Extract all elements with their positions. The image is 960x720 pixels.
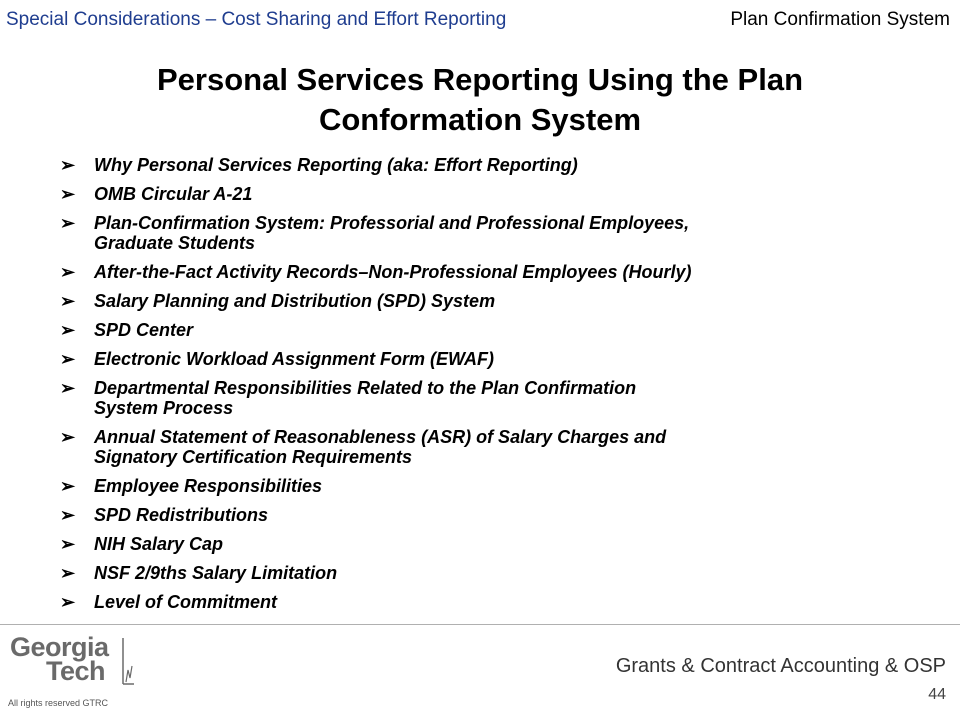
- bullet-text: Level of Commitment: [94, 592, 278, 612]
- bullet-item: [60, 505, 930, 525]
- arrow-bullet-icon: ➢: [60, 592, 76, 612]
- footer-divider: [0, 624, 960, 625]
- bullet-item: [60, 184, 930, 204]
- arrow-bullet-icon: ➢: [60, 349, 76, 369]
- bullet-text: Salary Planning and Distribution (SPD) System: [94, 291, 496, 311]
- footer-org-name: Grants & Contract Accounting & OSP: [615, 655, 946, 677]
- bullet-text: Employee Responsibilities: [94, 476, 323, 496]
- arrow-bullet-icon: ➢: [60, 534, 76, 554]
- bullet-item: [60, 592, 930, 612]
- bullet-text: OMB Circular A-21: [94, 184, 253, 204]
- bullet-text: Electronic Workload Assignment Form (EWAF): [94, 349, 495, 369]
- footer-rights: All rights reserved GTRC: [8, 698, 109, 708]
- bullet-text-continued: Graduate Students: [94, 233, 256, 253]
- slide-title: [40, 60, 920, 140]
- arrow-bullet-icon: ➢: [60, 213, 76, 233]
- bullet-item: [60, 378, 930, 418]
- slide-header: [0, 0, 960, 40]
- arrow-bullet-icon: ➢: [60, 378, 76, 398]
- bullet-text: NSF 2/9ths Salary Limitation: [94, 563, 338, 583]
- bullet-text: SPD Redistributions: [94, 505, 269, 525]
- bullet-list: [60, 155, 930, 621]
- header-system-name: Plan Confirmation System: [730, 9, 950, 30]
- bullet-text-continued: System Process: [94, 398, 234, 418]
- bullet-item: [60, 291, 930, 311]
- bullet-item: [60, 155, 930, 175]
- bullet-item: [60, 563, 930, 583]
- arrow-bullet-icon: ➢: [60, 184, 76, 204]
- arrow-bullet-icon: ➢: [60, 262, 76, 282]
- footer-bar: [0, 690, 960, 712]
- bullet-text: NIH Salary Cap: [94, 534, 224, 554]
- arrow-bullet-icon: ➢: [60, 320, 76, 340]
- logo-word-tech: Tech: [46, 656, 106, 686]
- bullet-item: [60, 320, 930, 340]
- bullet-text: Why Personal Services Reporting (aka: Effort Reporting): [94, 155, 578, 175]
- arrow-bullet-icon: ➢: [60, 505, 76, 525]
- bullet-item: [60, 534, 930, 554]
- page-number: 44: [928, 686, 946, 703]
- bullet-text: SPD Center: [94, 320, 194, 340]
- arrow-bullet-icon: ➢: [60, 291, 76, 311]
- arrow-bullet-icon: ➢: [60, 563, 76, 583]
- bullet-text: Annual Statement of Reasonableness (ASR) of Salary Charges and: [94, 427, 667, 447]
- bullet-item: [60, 427, 930, 467]
- bullet-text: After-the-Fact Activity Records–Non-Professional Employees (Hourly): [94, 262, 692, 282]
- slide-title-line-1: Personal Services Reporting Using the Plan: [156, 62, 804, 97]
- slide-title-line-2: Conformation System: [318, 102, 642, 137]
- bullet-item: [60, 262, 930, 282]
- bullet-text: Departmental Responsibilities Related to the Plan Confirmation: [94, 378, 637, 398]
- bullet-text: Plan-Confirmation System: Professorial and Professional Employees,: [94, 213, 690, 233]
- bullet-item: [60, 476, 930, 496]
- arrow-bullet-icon: ➢: [60, 155, 76, 175]
- logo-word-georgia: Georgia: [10, 632, 109, 662]
- bullet-item: [60, 349, 930, 369]
- georgia-tech-logo: [8, 632, 143, 690]
- arrow-bullet-icon: ➢: [60, 476, 76, 496]
- bullet-item: [60, 213, 930, 253]
- bullet-text-continued: Signatory Certification Requirements: [94, 447, 413, 467]
- arrow-bullet-icon: ➢: [60, 427, 76, 447]
- header-section-title: Special Considerations – Cost Sharing and Effort Reporting: [6, 9, 507, 30]
- logo-mark-icon: [120, 636, 136, 686]
